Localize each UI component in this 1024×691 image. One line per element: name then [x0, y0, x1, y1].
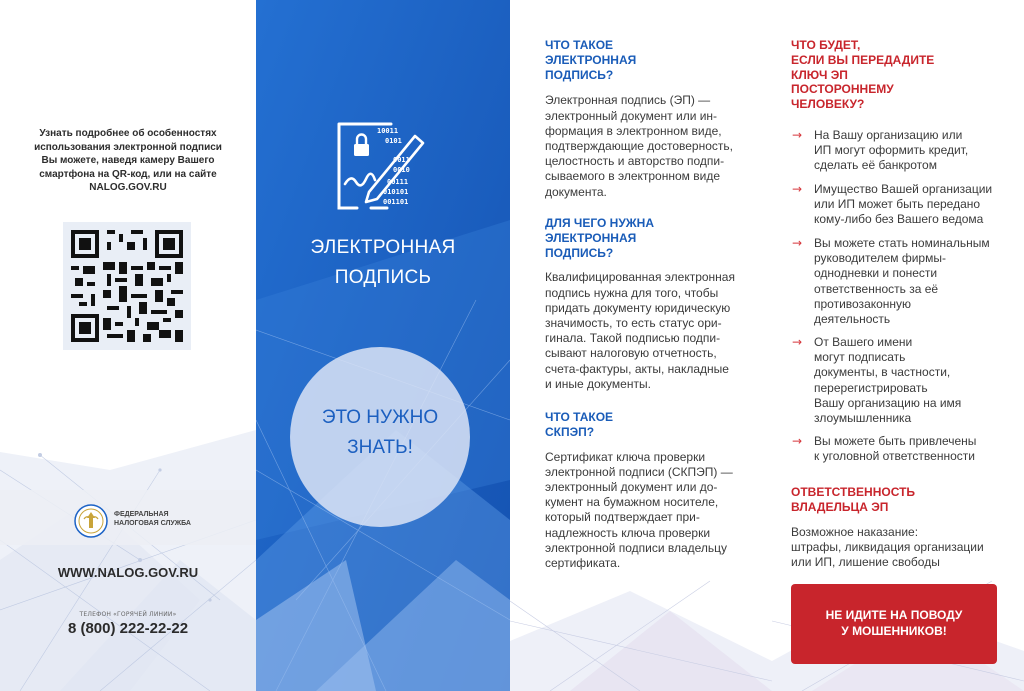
info-panel-right [772, 0, 1024, 691]
list-item: → Вы можете стать номинальным руководителем фирмы- однодневки и понести ответственность за её противозаконную деятельность [792, 236, 990, 327]
background-network-graphic [510, 551, 772, 691]
svg-text:0011: 0011 [393, 156, 410, 164]
section-why-es [545, 216, 760, 392]
section-body: Возможное наказание: штрафы, ликвидация организации или ИП, лишение свободы [791, 524, 984, 569]
arrow-right-icon: → [792, 335, 803, 349]
cover-panel [256, 0, 510, 691]
svg-text:00111: 00111 [387, 178, 409, 186]
section-responsibility [791, 485, 1016, 570]
org-name: ФЕДЕРАЛЬНАЯ НАЛОГОВАЯ СЛУЖБА [114, 511, 191, 527]
list-item: → Имущество Вашей организации или ИП может быть передано кому-либо без Вашего ведома [792, 182, 993, 227]
list-item: → На Вашу организацию или ИП могут оформить кредит, сделать её банкротом [792, 128, 969, 173]
website-link[interactable]: WWW.NALOG.GOV.RU [57, 565, 199, 580]
svg-text:001101: 001101 [383, 198, 409, 206]
warning-banner-text: НЕ ИДИТЕ НА ПОВОДУ У МОШЕННИКОВ! [825, 608, 963, 638]
fns-emblem-icon [74, 504, 108, 538]
svg-text:10011: 10011 [377, 127, 399, 135]
qr-code[interactable] [63, 222, 191, 350]
section-heading: ЧТО ТАКОЕ СКПЭП? [545, 410, 614, 439]
arrow-right-icon: → [792, 128, 803, 142]
section-heading: ОТВЕТСТВЕННОСТЬ ВЛАДЕЛЬЦА ЭП [791, 485, 916, 514]
digital-signature-icon [333, 122, 433, 218]
section-what-is-skpep [545, 410, 760, 571]
section-what-is-es [545, 38, 760, 200]
circle-text: ЭТО НУЖНО ЗНАТЬ! [321, 407, 439, 458]
svg-text:010101: 010101 [383, 188, 409, 196]
section-heading: ЧТО ТАКОЕ ЭЛЕКТРОННАЯ ПОДПИСЬ? [545, 38, 637, 82]
cover-title: ЭЛЕКТРОННАЯ ПОДПИСЬ [310, 237, 456, 288]
section-heading: ДЛЯ ЧЕГО НУЖНА ЭЛЕКТРОННАЯ ПОДПИСЬ? [545, 216, 654, 260]
section-body: Квалифицированная электронная подпись нужна для того, чтобы придать документу юридическую значимость, то есть статус ори- гинала. Такой подписью подпи- сывают налоговую отчетность, счета-фактуры, акты, накладные и иные документы. [545, 270, 735, 391]
hotline-label: ТЕЛЕФОН «ГОРЯЧЕЙ ЛИНИИ» [79, 611, 177, 618]
hotline-phone[interactable]: 8 (800) 222-22-22 [67, 620, 189, 637]
cover-background-graphic [256, 0, 510, 691]
svg-text:0010: 0010 [393, 166, 410, 174]
section-body: Электронная подпись (ЭП) — электронный документ или ин- формация в электронном виде, подтверждающие достоверность, целостность и авторство подпи- сываемого в электронном виде документа. [545, 93, 733, 199]
section-body: Сертификат ключа проверки электронной подписи (СКПЭП) — электронный документ или до- кумент на бумажном носителе, который подтверждает при- надлежность ключа проверки электронной подписи владельцу сертификата. [545, 449, 733, 571]
qr-instruction-text: Узнать подробнее об особенностях использования электронной подписи Вы можете, наведя камеру Вашего смартфона на QR-код, или на сайте NALOG.GOV.RU [34, 128, 222, 194]
heading-consequences: ЧТО БУДЕТ, ЕСЛИ ВЫ ПЕРЕДАДИТЕ КЛЮЧ ЭП ПОСТОРОННЕМУ ЧЕЛОВЕКУ? [791, 38, 935, 112]
list-item: → От Вашего имени могут подписать документы, в частности, перерегистрировать Вашу организацию на имя злоумышленника [792, 335, 962, 426]
arrow-right-icon: → [792, 236, 803, 250]
qr-code-icon [71, 230, 183, 342]
back-panel [0, 0, 256, 691]
svg-text:0101: 0101 [385, 137, 402, 145]
list-item: → Вы можете быть привлечены к уголовной ответственности [792, 434, 977, 464]
info-panel-left [510, 0, 772, 691]
arrow-right-icon: → [792, 434, 803, 448]
arrow-right-icon: → [792, 182, 803, 196]
